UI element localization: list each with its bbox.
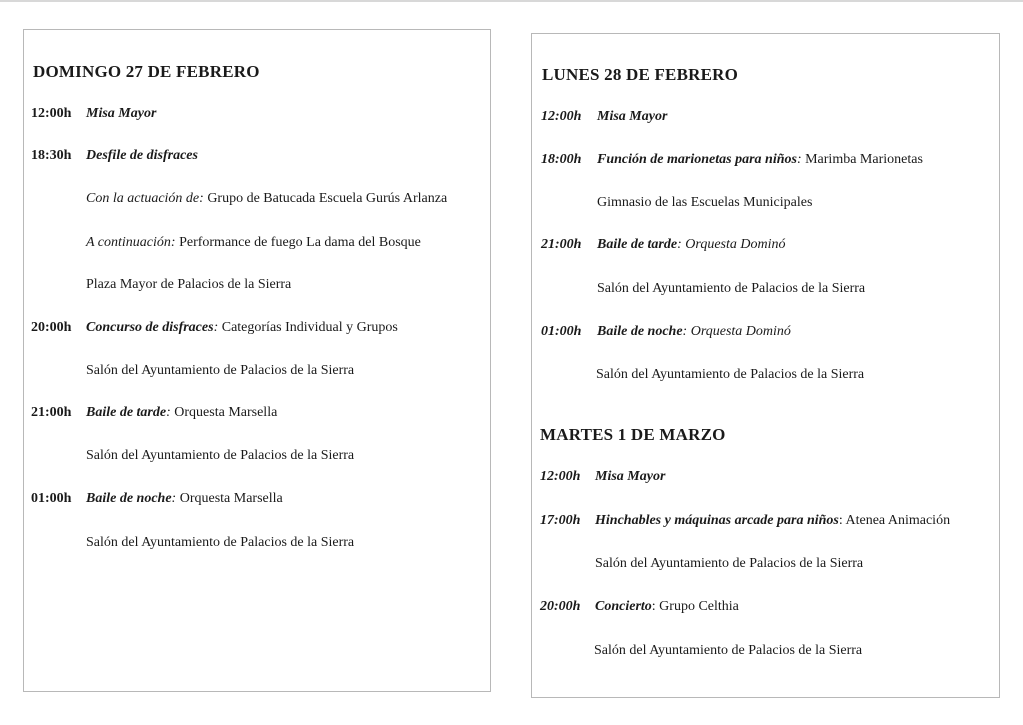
event-name: Baile de tarde [86,405,167,420]
event-separator: : [171,491,177,506]
event-time: 20:00h [540,599,581,614]
event-detail: Orquesta Marsella [170,405,278,420]
event-line [595,513,950,529]
event-time: 17:00h [540,513,581,528]
event-detail: Marimba Marionetas [801,152,923,167]
event-line [86,491,283,507]
event-line [595,599,739,615]
event-name: Hinchables y máquinas arcade para niños [595,513,839,528]
event-time: 12:00h [541,109,582,124]
event-detail: Orquesta Dominó [687,324,791,339]
event-separator: : [796,152,802,167]
event-venue: Salón del Ayuntamiento de Palacios de la Sierra [86,363,355,378]
event-detail: Atenea Animación [842,513,951,528]
event-time: 12:00h [31,106,72,121]
event-venue: Salón del Ayuntamiento de Palacios de la Sierra [594,643,863,658]
event-line [86,106,156,122]
event-time: 21:00h [31,405,72,420]
event-venue: Salón del Ayuntamiento de Palacios de la Sierra [86,448,355,463]
event-line [597,237,785,253]
event-line [597,152,923,168]
event-name: Misa Mayor [597,109,668,124]
day-title-lunes: LUNES 28 DE FEBRERO [542,65,739,84]
event-name: Concurso de disfraces [86,320,214,335]
event-time: 01:00h [31,491,72,506]
event-name: Baile de tarde [597,237,678,252]
event-note-continuacion [86,235,421,251]
event-line [595,469,665,485]
event-name: Baile de noche [597,324,683,339]
event-venue: Salón del Ayuntamiento de Palacios de la Sierra [596,367,865,382]
event-time: 18:30h [31,148,72,163]
event-line [86,320,398,336]
day-title-domingo: DOMINGO 27 DE FEBRERO [33,62,260,81]
event-time: 01:00h [541,324,582,339]
event-line [597,324,791,340]
event-name: Baile de noche [86,491,172,506]
event-name: Misa Mayor [595,469,666,484]
event-venue: Salón del Ayuntamiento de Palacios de la Sierra [86,535,355,550]
event-time: 12:00h [540,469,581,484]
event-line [86,405,277,421]
event-time: 18:00h [541,152,582,167]
event-name: Concierto [595,599,652,614]
event-separator: : [651,599,656,614]
note-text: Grupo de Batucada Escuela Gurús Arlanza [203,191,448,206]
event-name: Función de marionetas para niños [597,152,797,167]
event-separator: : [677,237,682,252]
note-label: Con la actuación de: [86,191,204,206]
note-text: Performance de fuego La dama del Bosque [175,235,421,250]
event-separator: : [682,324,688,339]
page-lunes-martes [531,33,1000,698]
event-separator: : [166,405,171,420]
day-title-martes: MARTES 1 DE MARZO [540,425,726,444]
event-detail: Categorías Individual y Grupos [218,320,398,335]
event-line [597,109,667,125]
event-name: Desfile de disfraces [86,148,198,163]
event-venue: Salón del Ayuntamiento de Palacios de la Sierra [595,556,864,571]
note-label: A continuación: [86,235,176,250]
event-venue: Salón del Ayuntamiento de Palacios de la Sierra [597,281,866,296]
event-venue: Plaza Mayor de Palacios de la Sierra [86,277,292,292]
event-line [86,148,198,164]
event-venue: Gimnasio de las Escuelas Municipales [597,195,813,210]
event-detail: Grupo Celthia [655,599,739,614]
event-note-actuacion [86,191,447,207]
event-detail: Orquesta Dominó [681,237,786,252]
page-domingo [23,29,491,692]
event-time: 20:00h [31,320,72,335]
event-separator: : [213,320,219,335]
event-detail: Orquesta Marsella [176,491,283,506]
event-separator: : [838,513,843,528]
event-name: Misa Mayor [86,106,157,121]
event-time: 21:00h [541,237,582,252]
